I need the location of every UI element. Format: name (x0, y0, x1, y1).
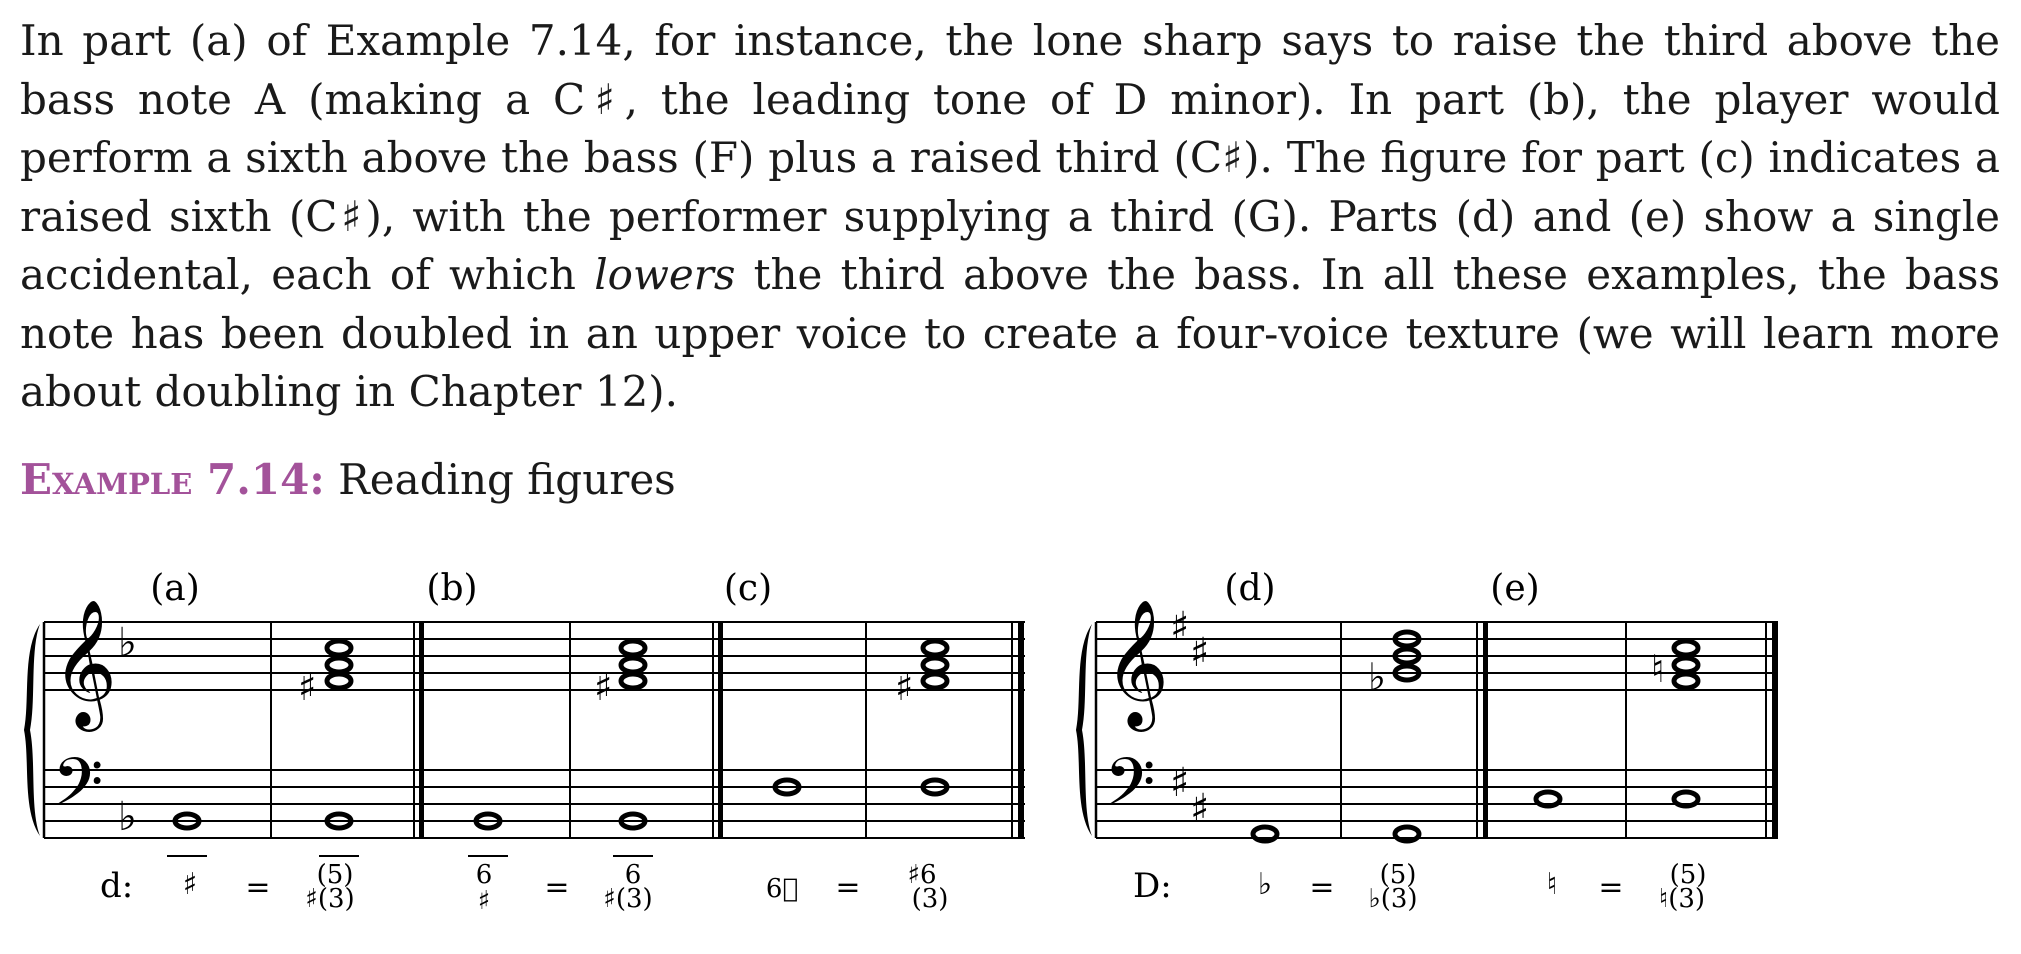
key-sharp-f-bass: ♯ (1170, 760, 1190, 806)
notes-system-1 (175, 641, 947, 828)
body-paragraph (20, 12, 2000, 422)
fig-c-full-1: ♯6 (907, 860, 937, 890)
fig-a-short: ♯ (182, 867, 198, 902)
part-label-e: (e) (1490, 568, 1540, 609)
brace-2 (1076, 624, 1092, 836)
fig-e-eq: = (1598, 870, 1624, 905)
fig-c-eq: = (835, 870, 861, 905)
example-caption (20, 455, 676, 504)
acc-flat-d: ♭ (1368, 655, 1386, 699)
acc-sharp-a: ♯ (298, 665, 317, 709)
acc-sharp-c: ♯ (895, 665, 914, 709)
bass-clef-2: 𝄢 (1104, 744, 1156, 837)
part-label-c: (c) (723, 568, 773, 609)
brace-1 (24, 624, 40, 836)
fig-d-eq: = (1309, 870, 1335, 905)
sentence-3: The figure for part (c) indicates a raised sixth (C♯), with the performer supplying a third (G). (20, 133, 2000, 241)
sentence-2: In part (b), the player would perform a sixth above the bass (F) plus a raised third (C♯). (20, 74, 2000, 182)
fig-b-short-2: ♯ (477, 886, 491, 916)
treble-clef-2: 𝄞 (1104, 598, 1170, 726)
key-sharp-c-bass: ♯ (1190, 786, 1210, 832)
fig-d-short: ♭ (1257, 867, 1273, 902)
fig-e-full-1: (5) (1669, 860, 1707, 890)
fig-b-short-1: 6 (475, 860, 493, 890)
key-flat-bass-1: ♭ (118, 794, 137, 840)
sentence-4b: the third above the bass. (753, 250, 1303, 299)
music-example (0, 540, 2021, 954)
fig-c-short: 6⃥ (765, 874, 799, 904)
fig-d-full-2: ♭(3) (1368, 884, 1418, 914)
sentence-5: In all these examples, the bass note has been doubled in an upper voice to create a four-voice texture (we will learn more about doubling in Chapter 12). (20, 250, 2000, 416)
acc-natural-e: ♮ (1651, 647, 1665, 691)
sentence-1: In part (a) of Example 7.14, for instance, the lone sharp says to raise the third above the bass note A (making a C♯, the leading tone of D minor). (20, 16, 2000, 124)
key-label-d-minor: d: (100, 866, 134, 906)
treble-staff-1 (44, 622, 1025, 690)
example-label: Example 7.14: (20, 455, 325, 504)
treble-clef-1: 𝄞 (52, 598, 118, 726)
fig-b-full-2: ♯(3) (603, 884, 653, 914)
acc-sharp-b: ♯ (594, 665, 613, 709)
part-label-b: (b) (426, 568, 478, 609)
fig-a-full-2: ♯(3) (305, 884, 355, 914)
key-sharp-c-treble: ♯ (1190, 630, 1210, 676)
key-sharp-f-treble: ♯ (1170, 604, 1190, 650)
fig-b-full-1: 6 (624, 860, 642, 890)
fig-d-full-1: (5) (1379, 860, 1417, 890)
fig-a-eq: = (245, 870, 271, 905)
example-title: Reading figures (338, 455, 676, 504)
system-1 (24, 568, 1025, 916)
fig-e-short: ♮ (1546, 867, 1558, 902)
sentence-4a: Parts (d) and (e) show a single accidental, each of which (20, 191, 2001, 299)
fig-b-eq: = (544, 870, 570, 905)
bass-clef-1: 𝄢 (52, 744, 104, 837)
key-label-d-major: D: (1133, 866, 1172, 906)
fig-e-full-2: ♮(3) (1658, 884, 1706, 914)
key-flat-treble-1: ♭ (118, 620, 137, 666)
fig-a-full-1: (5) (316, 860, 354, 890)
part-label-a: (a) (150, 568, 200, 609)
notes-system-2 (1253, 632, 1698, 841)
emphasis-lowers: lowers (594, 250, 736, 299)
part-label-d: (d) (1224, 568, 1276, 609)
fig-c-full-2: (3) (911, 884, 949, 914)
system-2 (1076, 568, 1778, 914)
